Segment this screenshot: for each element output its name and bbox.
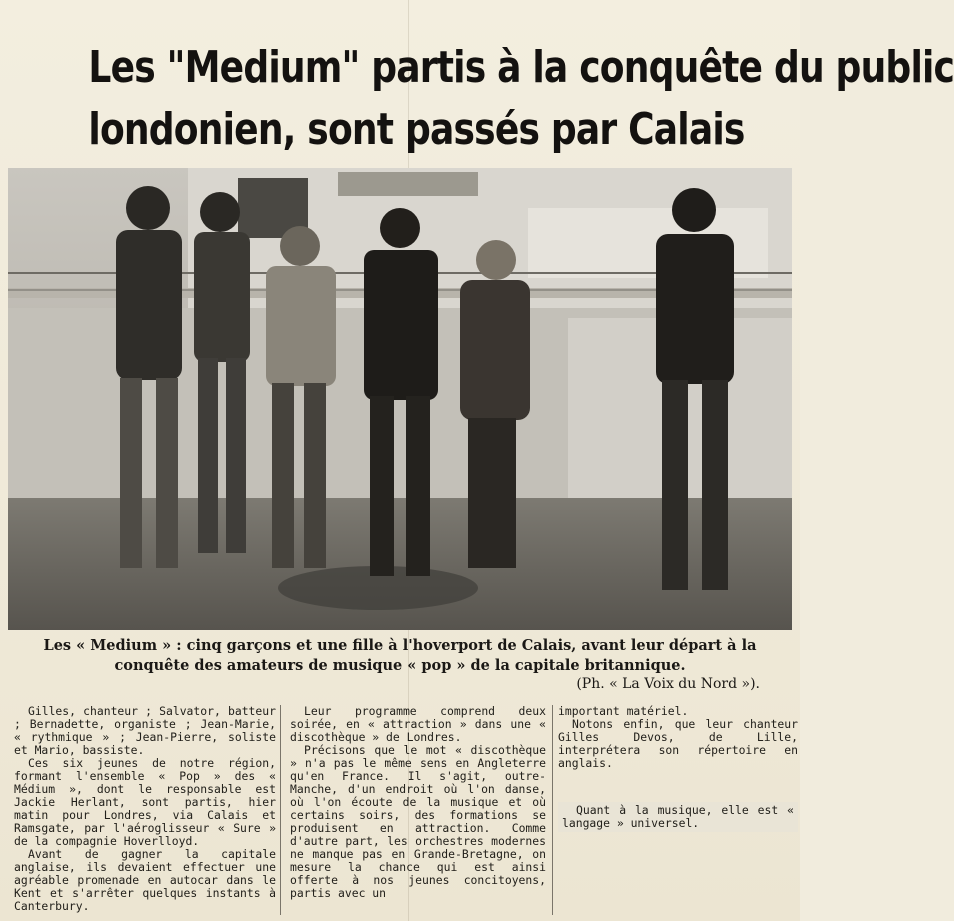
paragraph: Leur programme comprend deux soirée, en « attraction » dans une « discothèque » de Londres. — [290, 704, 546, 744]
paragraph: Gilles, chanteur ; Salvator, batteur ; Bernadette, organiste ; Jean-Marie, « rythmique » ; Jean-Pierre, soliste et Mario, bassiste. — [14, 704, 276, 757]
article-column-1 — [14, 705, 276, 913]
column-rule-1 — [280, 705, 281, 915]
article-column-3 — [558, 705, 798, 832]
paragraph: important matériel. — [558, 704, 689, 718]
photo-credit: (Ph. « La Voix du Nord »). — [576, 676, 760, 692]
headline-line-2: londonien, sont passés par Calais — [88, 104, 745, 156]
article-column-2 — [290, 705, 546, 900]
band-photo-illustration — [8, 168, 792, 630]
paragraph-closing: Quant à la musique, elle est « langage » universel. — [558, 802, 798, 832]
paragraph: Notons enfin, que leur chanteur Gilles Devos, de Lille, interprétera son répertoire en anglais. — [558, 717, 798, 770]
band-photo — [8, 168, 792, 630]
headline-line-1: Les "Medium" partis à la conquête du public — [88, 42, 954, 94]
column-rule-2 — [552, 705, 553, 915]
paragraph: Précisons que le mot « discothèque » n'a pas le même sens en Angleterre qu'en France. Il s'agit, outre-Manche, d'un endroit où l'on danse, où l'on écoute de la musique et où certains soirs, des formations se produisent en attraction. Comme d'autre part, les orchestres modernes ne manque pas en Grande-Bretagne, on mesure la chance qui est ainsi offerte à nos jeunes concitoyens, partis avec un — [290, 743, 546, 900]
paragraph: Avant de gagner la capitale anglaise, ils devaient effectuer une agréable promenade en autocar dans le Kent et s'arrêter quelques instants à Canterbury. — [14, 847, 276, 913]
photo-caption: Les « Medium » : cinq garçons et une fille à l'hoverport de Calais, avant leur départ à la conquête des amateurs de musique « pop » de la capitale britannique. — [43, 637, 757, 674]
paragraph: Ces six jeunes de notre région, formant l'ensemble « Pop » des « Médium », dont le responsable est Jackie Herlant, sont partis, hier matin pour Londres, via Calais et Ramsgate, par l'aéroglisseur « Sure » de la compagnie Hoverlloyd. — [14, 756, 276, 848]
